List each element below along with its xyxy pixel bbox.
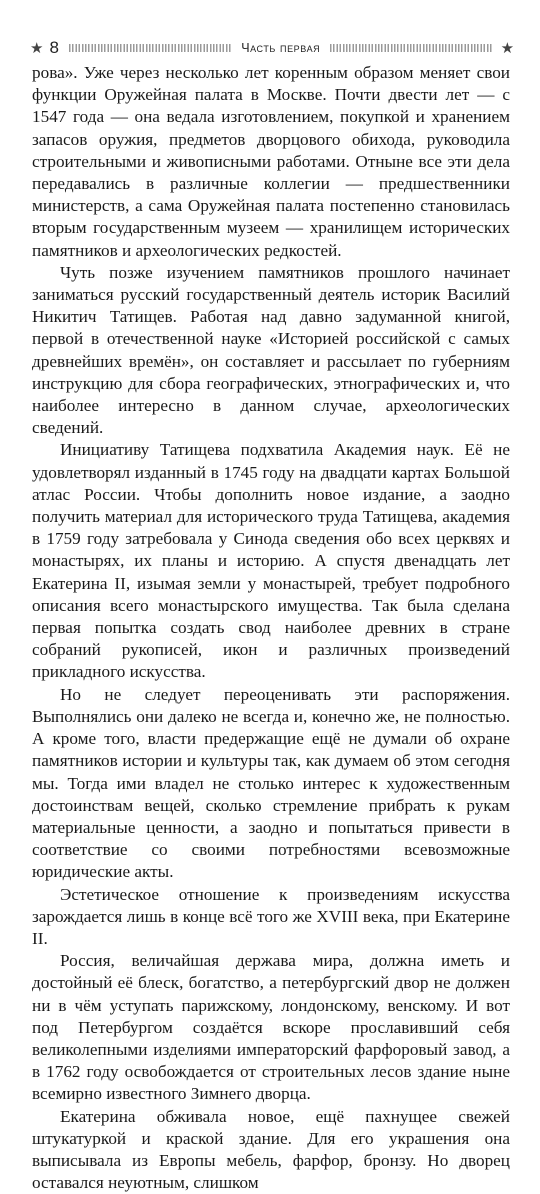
page-number: 8 <box>49 38 59 57</box>
paragraph-armory: рова». Уже через несколько лет коренным образом меняет свои функции Оружейная палата в Москве. Почти двести лет — с 1547 года — она ведала изготовлением, покупкой и хранением запасов оружия, предметов дворцового обихода, руководила строительными и живописными работами. Отныне все эти дела передавались в различные коллегии — предшественники министерств, а сама Оружейная палата постепенно становилась вторым государственным музеем — хранилищем исторических памятников и археологических редкостей. <box>32 63 510 260</box>
paragraph-tatishchev: Чуть позже изучением памятников прошлого начинает заниматься русский государственный деятель историк Василий Никитич Татищев. Работая над давно задуманной книгой, первой в отечественной науке «Историей российской с самых древнейших времён», он составляет и рассылает по губерниям инструкцию для сбора географических, этнографических и, что наиболее интересно в данном случае, археологических сведений. <box>32 262 510 438</box>
header-dotted-rule-left <box>69 44 231 52</box>
running-header <box>30 36 514 60</box>
section-title: Часть первая <box>241 41 321 55</box>
body-text <box>32 62 510 1194</box>
paragraph-russia: Россия, величайшая держава мира, должна иметь и достойный её блеск, богатство, а петербургский двор не должен ни в чём уступать парижскому, лондонскому, венскому. И вот под Петербургом создаётся вскоре прославивший себя великолепными изделиями императорский фарфоровый завод, а в 1762 году освобождается от строительных лесов здание ныне всемирно известного Зимнего дворца. <box>32 951 510 1104</box>
paragraph-catherine: Екатерина обживала новое, ещё пахнущее свежей штукатуркой и краской здание. Для его украшения она выписывала из Европы мебель, фарфор, бронзу. Но дворец оставался неуютным, слишком <box>32 1106 510 1193</box>
star-icon: ★ <box>500 38 515 57</box>
paragraph-academy: Инициативу Татищева подхватила Академия наук. Её не удовлетворял изданный в 1745 году на двадцати картах Большой атлас России. Чтобы дополнить новое издание, а заодно получить материал для исторического труда Татищева, академия в 1759 году затребовала у Синода сведения обо всех церквях и монастырях, их планы и историю. А спустя двенадцать лет Екатерина II, изымая земли у монастырей, требует подробного описания всего монастырского имущества. Так была сделана первая попытка создать свод наиболее древних в стране собраний рукописей, икон и различных произведений прикладного искусства. <box>32 440 510 682</box>
header-dotted-rule-right <box>330 44 492 52</box>
star-icon: ★ <box>30 38 44 57</box>
paragraph-aesthetic: Эстетическое отношение к произведениям искусства зарождается лишь в конце всё того же XVIII века, при Екатерине II. <box>32 884 510 948</box>
paragraph-overestimate: Но не следует переоценивать эти распоряжения. Выполнялись они далеко не всегда и, конечно же, не полностью. А кроме того, власти предержащие ещё не думали об охране памятников истории и культуры так, как думаем об этом сегодня мы. Тогда ими владел не столько интерес к художественным достоинствам вещей, сколько стремление прибрать к рукам материальные ценности, а заодно и попытаться привести в соответствие со своими потребностями всевозможные юридические акты. <box>32 684 510 882</box>
